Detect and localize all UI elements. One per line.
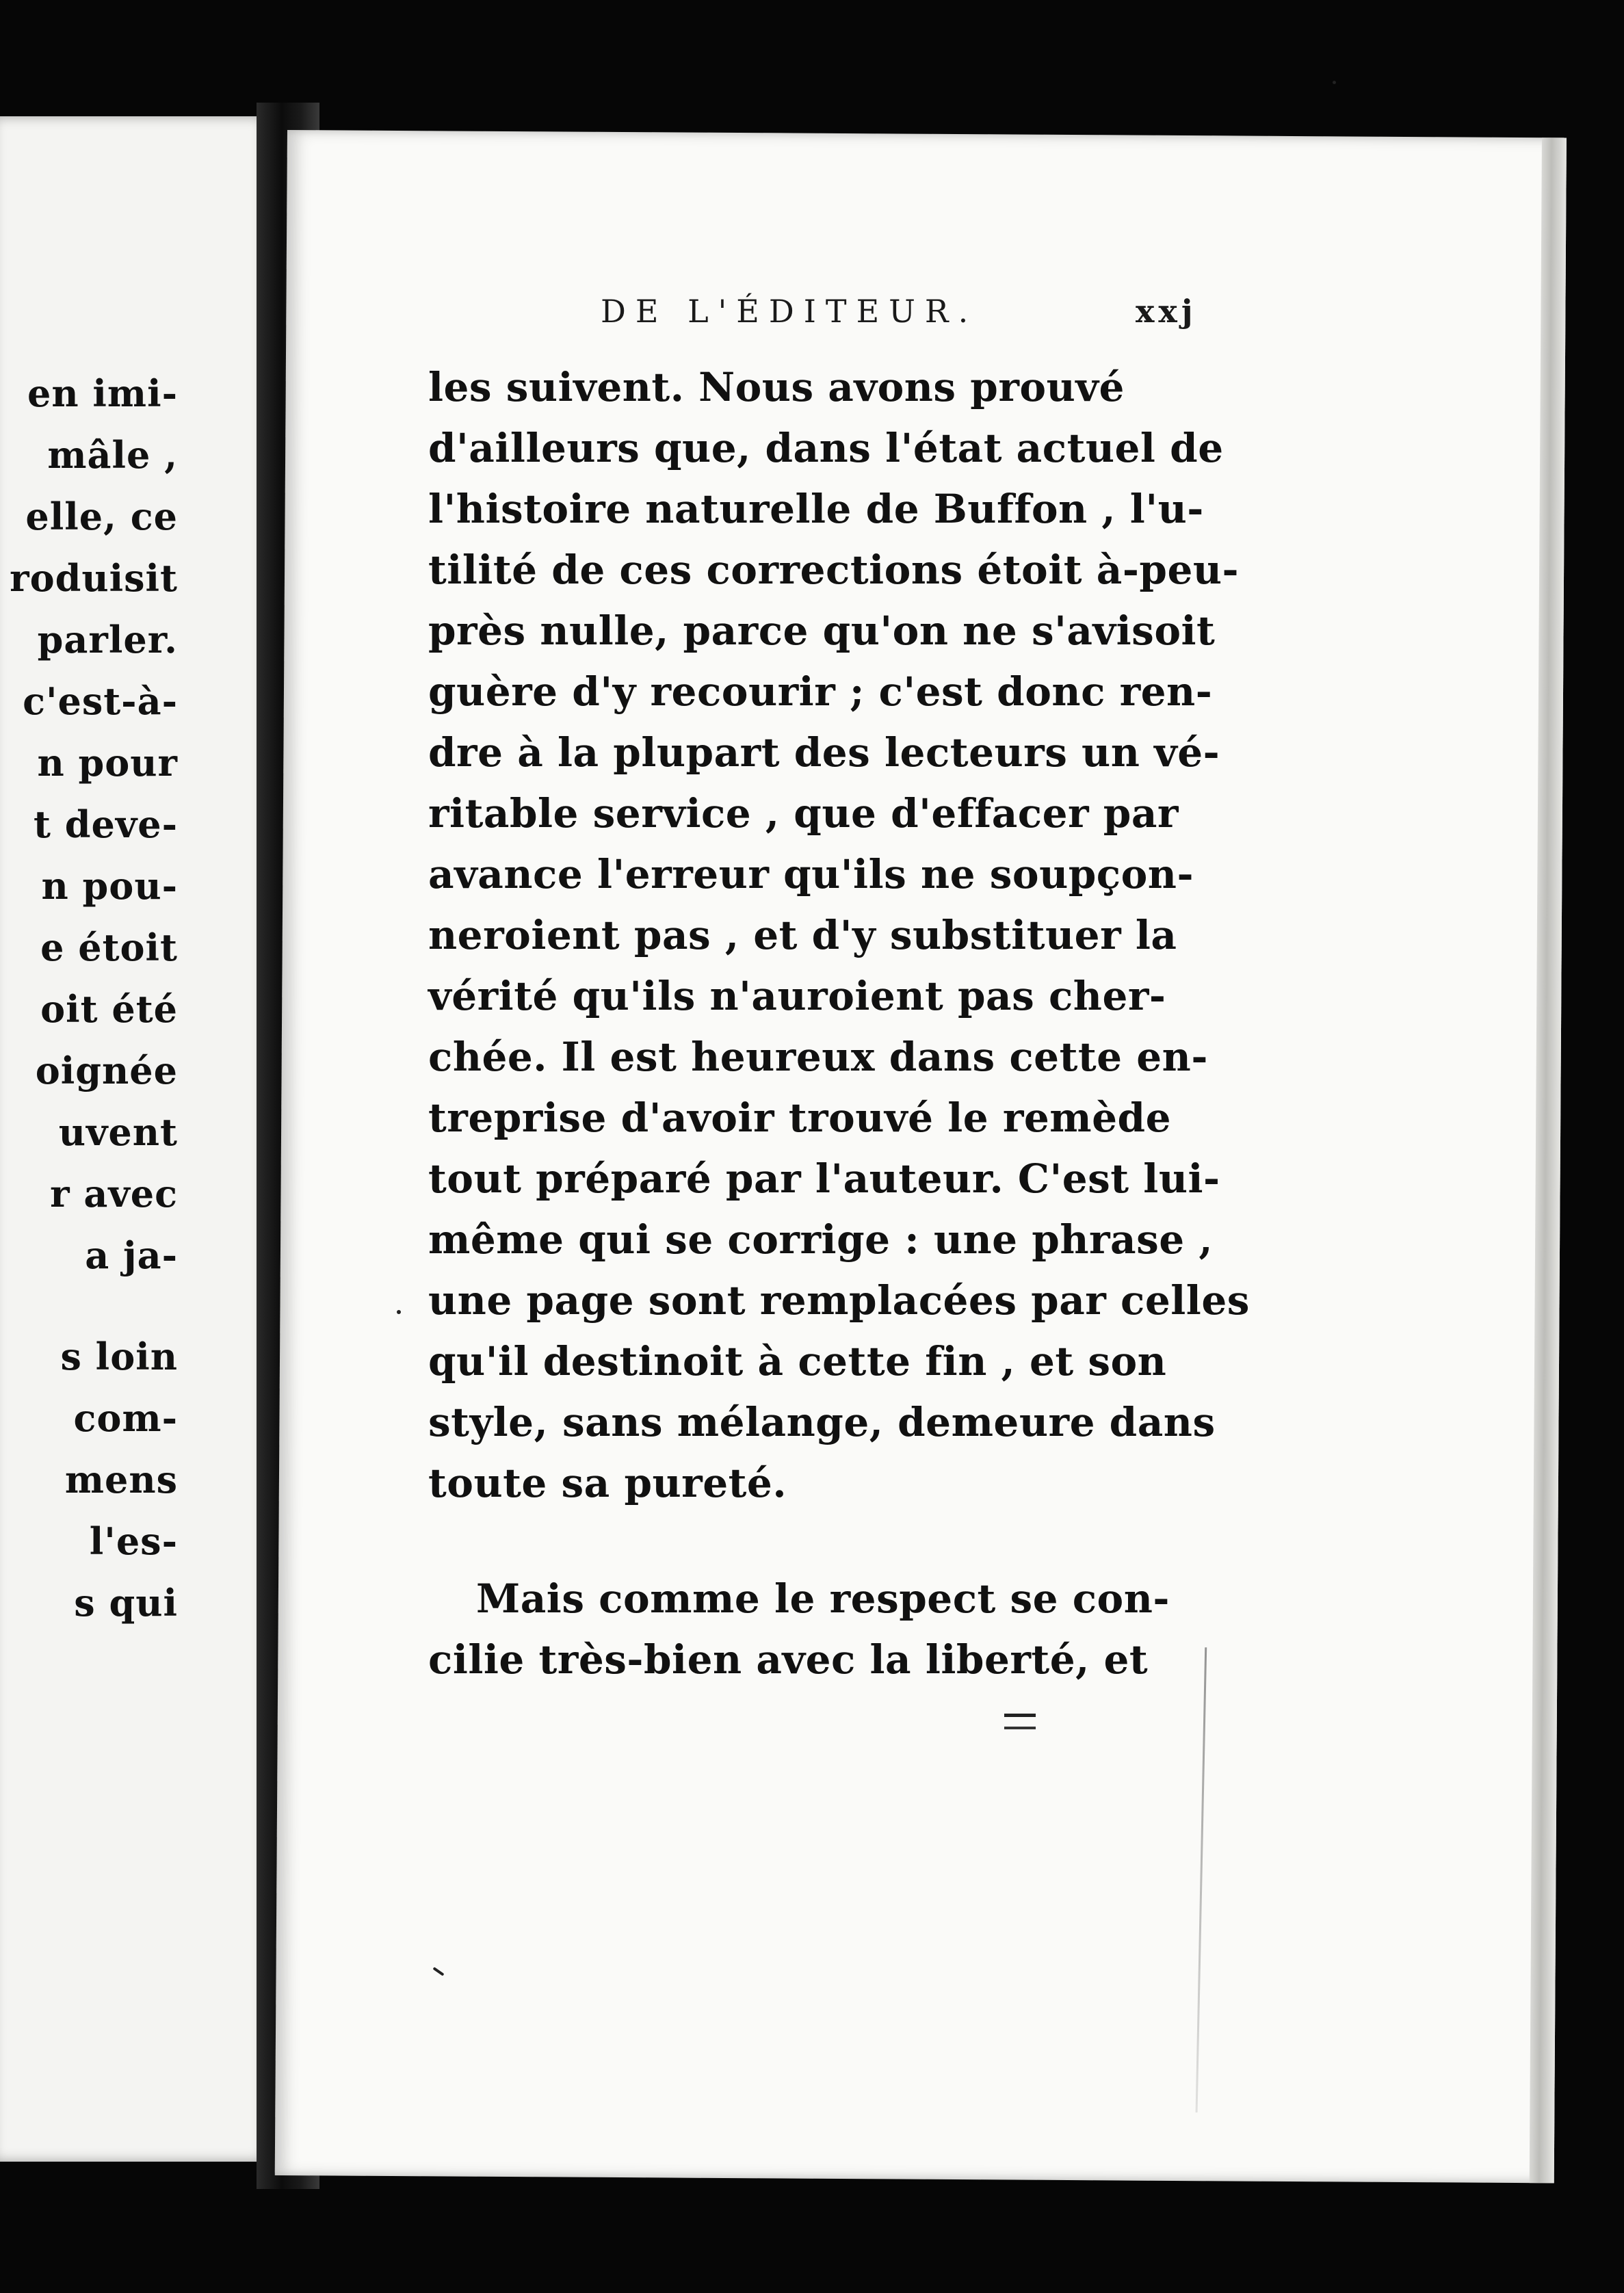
text-line: près nulle, parce qu'on ne s'avisoit bbox=[428, 607, 1216, 654]
page-edge bbox=[1530, 137, 1567, 2183]
left-line: r avec bbox=[50, 1172, 178, 1216]
left-line: s loin bbox=[60, 1335, 178, 1378]
text-line: Mais comme le respect se con- bbox=[476, 1575, 1170, 1622]
left-line: elle, ce bbox=[25, 495, 178, 538]
left-line: parler. bbox=[37, 618, 178, 661]
left-line: mâle , bbox=[47, 433, 178, 477]
text-line: chée. Il est heureux dans cette en- bbox=[428, 1034, 1208, 1080]
left-line: a ja- bbox=[85, 1233, 178, 1277]
left-line: n pour bbox=[37, 741, 178, 785]
paper-crease bbox=[1196, 1647, 1207, 2112]
text-line: une page sont remplacées par celles bbox=[428, 1277, 1250, 1324]
ink-speck bbox=[1333, 81, 1336, 84]
left-line: en imi- bbox=[27, 371, 178, 415]
text-line: l'histoire naturelle de Buffon , l'u- bbox=[428, 486, 1204, 532]
left-line: l'es- bbox=[89, 1519, 178, 1563]
page-number: xxj bbox=[1136, 293, 1197, 330]
left-line: e étoit bbox=[40, 926, 178, 969]
text-line: avance l'erreur qu'ils ne soupçon- bbox=[428, 851, 1194, 897]
left-gap bbox=[0, 1286, 178, 1326]
text-line: les suivent. Nous avons prouvé bbox=[428, 364, 1125, 410]
text-line: toute sa pureté. bbox=[428, 1460, 787, 1506]
text-line: dre à la plupart des lecteurs un vé- bbox=[428, 729, 1220, 776]
right-page-text bbox=[428, 357, 1250, 1690]
left-line: uvent bbox=[58, 1110, 178, 1154]
text-line: guère d'y recourir ; c'est donc ren- bbox=[428, 668, 1213, 715]
catchword-mark bbox=[1004, 1714, 1036, 1729]
ink-speck bbox=[397, 1310, 401, 1314]
left-line: roduisit bbox=[10, 556, 178, 600]
left-line: t deve- bbox=[33, 802, 178, 846]
text-line: d'ailleurs que, dans l'état actuel de bbox=[428, 425, 1224, 471]
running-head-title: DE L'ÉDITEUR. bbox=[601, 293, 978, 330]
left-line: com- bbox=[73, 1396, 178, 1440]
left-line: oit été bbox=[40, 987, 178, 1031]
text-line: tout préparé par l'auteur. C'est lui- bbox=[428, 1155, 1220, 1202]
text-line: même qui se corrige : une phrase , bbox=[428, 1216, 1214, 1263]
left-page-text bbox=[0, 363, 178, 1634]
left-line: mens bbox=[64, 1458, 178, 1502]
paragraph-gap bbox=[428, 1514, 1215, 1569]
left-line: oignée bbox=[35, 1049, 178, 1092]
text-line: neroient pas , et d'y substituer la bbox=[428, 912, 1177, 958]
text-line: ritable service , que d'effacer par bbox=[428, 790, 1179, 837]
left-line: n pou- bbox=[41, 864, 178, 908]
text-line: vérité qu'ils n'auroient pas cher- bbox=[428, 973, 1166, 1019]
left-line: c'est-à- bbox=[23, 679, 178, 723]
running-head bbox=[601, 293, 1230, 330]
text-line: cilie très-bien avec la liberté, et bbox=[428, 1636, 1149, 1683]
text-line: tilité de ces corrections étoit à-peu- bbox=[428, 547, 1240, 593]
left-line: s qui bbox=[74, 1581, 178, 1625]
text-line: qu'il destinoit à cette fin , et son bbox=[428, 1338, 1167, 1385]
text-line: style, sans mélange, demeure dans bbox=[428, 1399, 1216, 1445]
text-line: treprise d'avoir trouvé le remède bbox=[428, 1095, 1172, 1141]
